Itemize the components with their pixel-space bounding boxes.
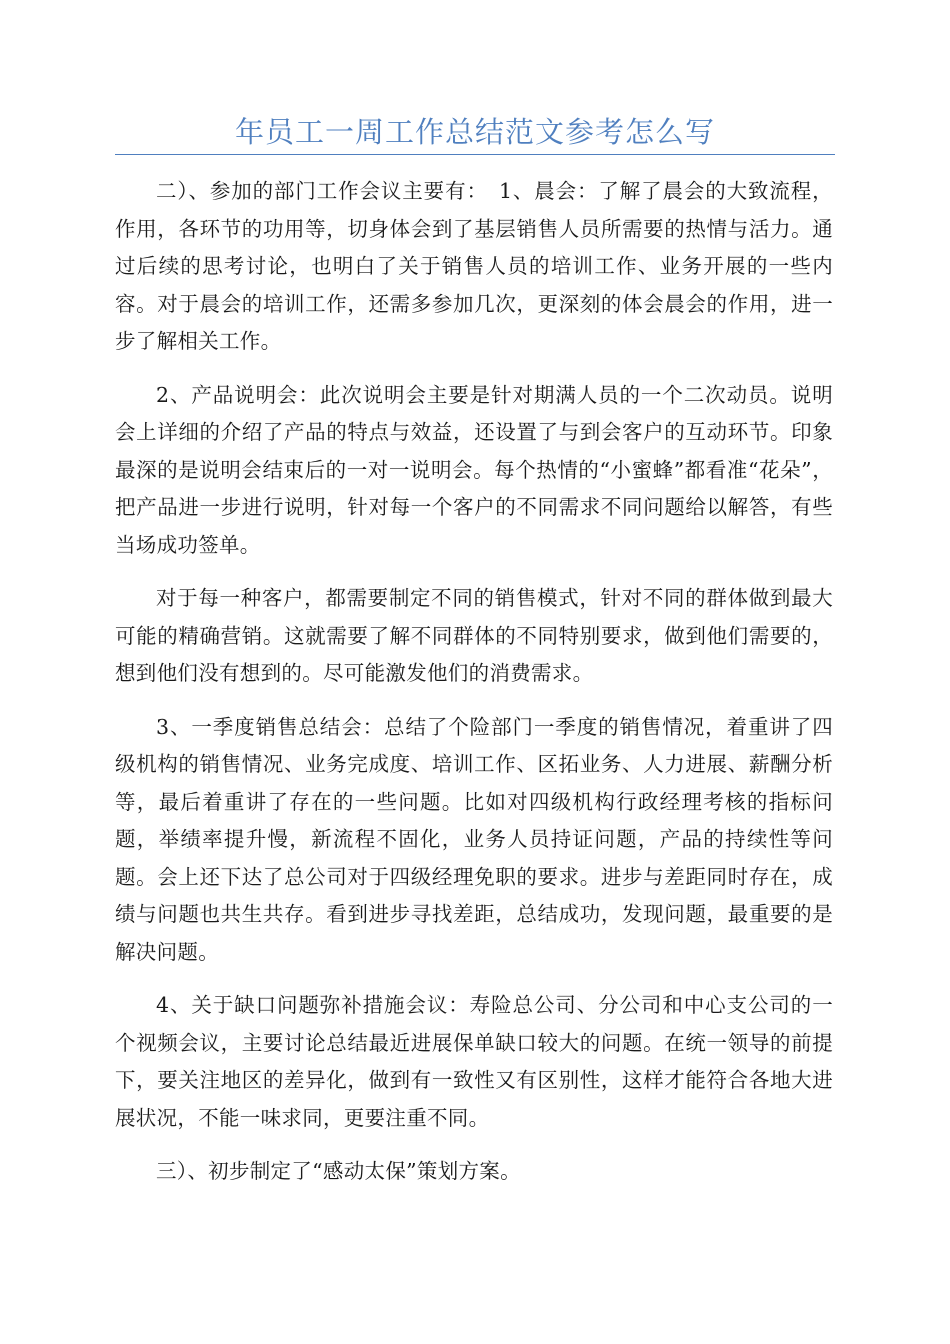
paragraph-campaign-plan: 三）、初步制定了“感动太保”策划方案。 (156, 1159, 521, 1183)
title-underline (115, 154, 835, 155)
paragraph-customer-strategy: 对于每一种客户，都需要制定不同的销售模式，针对不同的群体做到最大可能的精确营销。这就需要了解不同群体的不同特别要求，做到他们需要的，想到他们没有想到的。尽可能激发他们的消费需求。 (115, 586, 833, 685)
document-body (115, 173, 833, 1207)
paragraph-product-briefing: 2、产品说明会：此次说明会主要是针对期满人员的一个二次动员。说明会上详细的介绍了产品的特点与效益，还设置了与到会客户的互动环节。印象最深的是说明会结束后的一对一说明会。每个热情的“小蜜蜂”都看准“花朵”，把产品进一步进行说明，针对每一个客户的不同需求不同问题给以解答，有些当场成功签单。 (115, 382, 833, 557)
paragraph-meetings-intro: 二）、参加的部门工作会议主要有： 1、晨会：了解了晨会的大致流程，作用，各环节的功用等，切身体会到了基层销售人员所需要的热情与活力。通过后续的思考讨论，也明白了关于销售人员的培训工作、业务开展的一些内容。对于晨会的培训工作，还需多参加几次，更深刻的体会晨会的作用，进一步了解相关工作。 (115, 179, 833, 353)
paragraph-quarterly-review: 3、一季度销售总结会：总结了个险部门一季度的销售情况，着重讲了四级机构的销售情况、业务完成度、培训工作、区拓业务、人力进展、薪酬分析等，最后着重讲了存在的一些问题。比如对四级机构行政经理考核的指标问题，举绩率提升慢，新流程不固化，业务人员持证问题，产品的持续性等问题。会上还下达了总公司对于四级经理免职的要求。进步与差距同时存在，成绩与问题也共生共存。看到进步寻找差距，总结成功，发现问题，最重要的是解决问题。 (115, 714, 833, 964)
document-title: 年员工一周工作总结范文参考怎么写 (234, 115, 715, 149)
paragraph-gap-measures: 4、关于缺口问题弥补措施会议：寿险总公司、分公司和中心支公司的一个视频会议，主要讨论总结最近进展保单缺口较大的问题。在统一领导的前提下，要关注地区的差异化，做到有一致性又有区别性，这样才能符合各地大进展状况，不能一味求同，更要注重不同。 (115, 993, 833, 1130)
